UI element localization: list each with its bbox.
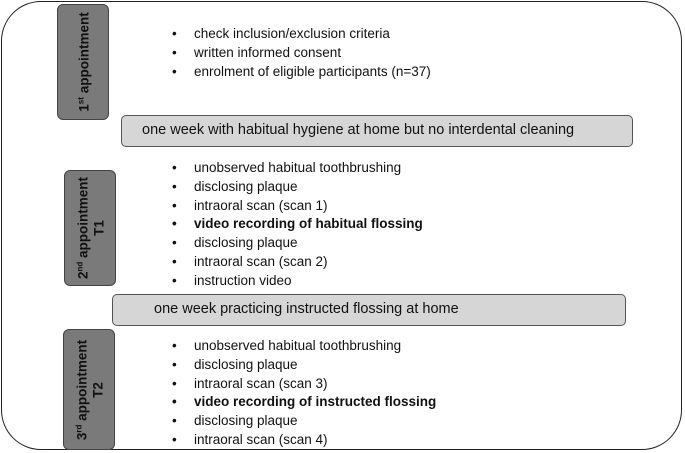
list-item: • disclosing plaque (172, 178, 423, 197)
list-item: • intraoral scan (scan 3) (172, 375, 436, 394)
list-item: • disclosing plaque (172, 234, 423, 253)
appointment-1-list (172, 25, 431, 81)
appointment-3-list (172, 337, 436, 450)
appointment-3-label: 3rd appointment T2 (74, 339, 106, 440)
list-item: • intraoral scan (scan 1) (172, 197, 423, 216)
appointment-1-tab (57, 4, 109, 120)
list-item: • disclosing plaque (172, 356, 436, 375)
list-item: • instruction video (172, 272, 423, 291)
list-item: • intraoral scan (scan 2) (172, 253, 423, 272)
list-item: • check inclusion/exclusion criteria (172, 25, 431, 44)
list-item: • written informed consent (172, 44, 431, 63)
list-item: • intraoral scan (scan 4) (172, 431, 436, 450)
list-item: • unobserved habitual toothbrushing (172, 159, 423, 178)
list-item: • video recording of instructed flossing (172, 393, 436, 412)
appointment-3-tab (63, 329, 115, 450)
interval-bar-2: one week practicing instructed flossing at home (112, 294, 626, 326)
list-item: • disclosing plaque (172, 412, 436, 431)
list-item: • video recording of habitual flossing (172, 215, 423, 234)
appointment-1-label: 1st appointment (76, 12, 92, 112)
list-item: • unobserved habitual toothbrushing (172, 337, 436, 356)
list-item: • enrolment of eligible participants (n=37) (172, 63, 431, 82)
interval-bar-1: one week with habitual hygiene at home but no interdental cleaning (121, 115, 633, 147)
appointment-2-label: 2nd appointment T1 (75, 176, 107, 280)
appointment-2-tab (64, 170, 116, 286)
appointment-2-list (172, 159, 423, 291)
